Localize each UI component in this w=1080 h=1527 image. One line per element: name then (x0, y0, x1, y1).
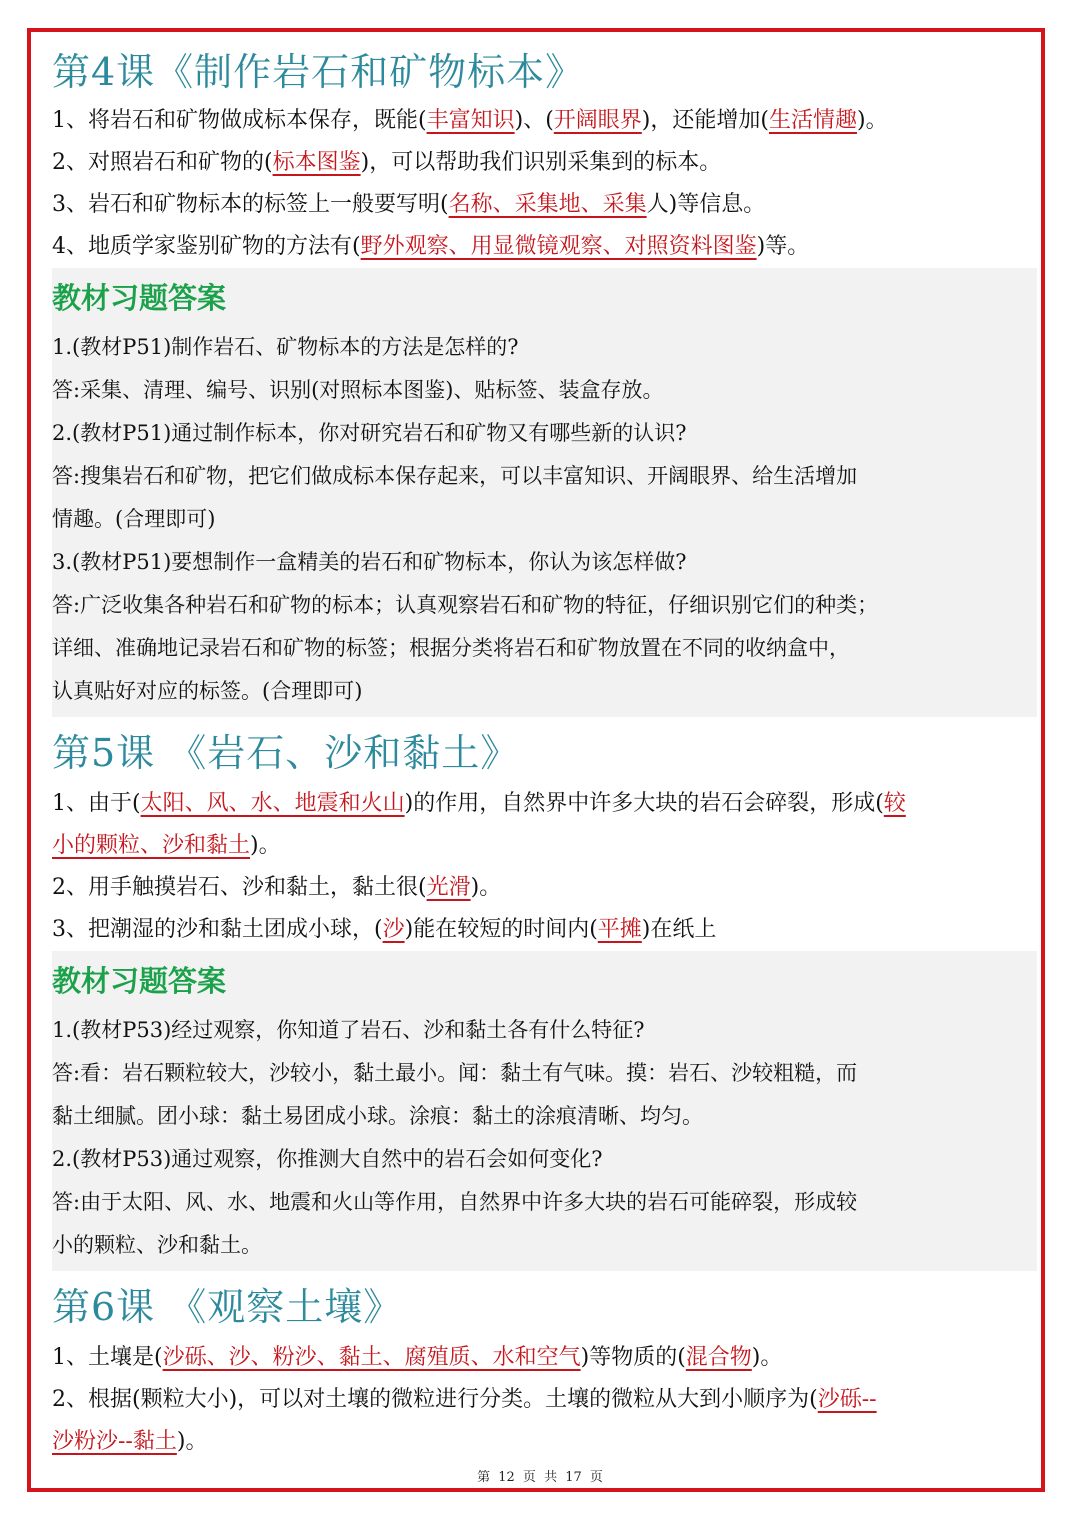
answer-text: 名称、采集地、采集 (448, 192, 647, 217)
point-line (52, 909, 1032, 951)
qa-line: 答:搜集岩石和矿物，把它们做成标本保存起来，可以丰富知识、开阔眼界、给生活增加 (52, 464, 858, 488)
qa-line: 1.(教材P51)制作岩石、矿物标本的方法是怎样的? (52, 335, 519, 359)
answer-text: 小的颗粒、沙和黏土 (52, 833, 251, 858)
point-text: 1、由于( (52, 791, 141, 816)
point-text: )。 (751, 1345, 783, 1370)
point-text: )在纸上 (641, 917, 717, 942)
answer-text: 生活情趣 (768, 108, 857, 133)
point-text: 4、地质学家鉴别矿物的方法有( (52, 234, 361, 259)
point-text: )、( (514, 108, 554, 133)
point-line (52, 1337, 1032, 1379)
point-text: )。 (856, 108, 888, 133)
answer-text: 沙砾、沙、粉沙、黏土、腐殖质、水和空气 (162, 1345, 581, 1370)
point-line (52, 783, 1032, 825)
point-text: 3、把潮湿的沙和黏土团成小球，( (52, 917, 383, 942)
qa-line: 答:由于太阳、风、水、地震和火山等作用，自然界中许多大块的岩石可能碎裂，形成较 (52, 1190, 858, 1214)
point-text: )。 (250, 833, 281, 858)
qa-line: 答:采集、清理、编号、识别(对照标本图鉴)、贴标签、装盒存放。 (52, 378, 664, 402)
point-text: )等。 (756, 234, 810, 259)
answer-text: 较 (883, 791, 906, 816)
qa-line: 1.(教材P53)经过观察，你知道了岩石、沙和黏土各有什么特征? (52, 1018, 645, 1042)
lesson-5-qa-box (52, 951, 1037, 1271)
point-text: 3、岩石和矿物标本的标签上一般要写明( (52, 192, 449, 217)
qa-line: 3.(教材P51)要想制作一盒精美的岩石和矿物标本，你认为该怎样做? (52, 550, 687, 574)
answer-text: 混合物 (685, 1345, 752, 1370)
lesson-4-title: 第4课《制作岩石和矿物标本》 (52, 50, 585, 94)
point-text: 2、根据(颗粒大小)，可以对土壤的微粒进行分类。土壤的微粒从大到小顺序为( (52, 1387, 818, 1412)
qa-title: 教材习题答案 (52, 964, 227, 998)
lesson-5-points (52, 783, 1032, 951)
point-text: 2、用手触摸岩石、沙和黏土，黏土很( (52, 875, 427, 900)
answer-text: 标本图鉴 (272, 150, 361, 175)
answer-text: 沙 (382, 917, 405, 942)
point-line (52, 142, 1032, 184)
point-text: )，还能增加( (641, 108, 769, 133)
qa-line: 2.(教材P51)通过制作标本，你对研究岩石和矿物又有哪些新的认识? (52, 421, 687, 445)
point-text: 1、土壤是( (52, 1345, 163, 1370)
answer-text: 平摊 (597, 917, 642, 942)
point-line (52, 1421, 1032, 1463)
point-line (52, 184, 1032, 226)
qa-line: 2.(教材P53)通过观察，你推测大自然中的岩石会如何变化? (52, 1147, 603, 1171)
point-text: )的作用，自然界中许多大块的岩石会碎裂，形成( (404, 791, 884, 816)
point-line (52, 100, 1032, 142)
point-text: 人)等信息。 (646, 192, 766, 217)
point-text: )。 (176, 1429, 208, 1454)
page-footer: 第 12 页 共 17 页 (477, 1470, 603, 1485)
qa-line: 答:广泛收集各种岩石和矿物的标本；认真观察岩石和矿物的特征，仔细识别它们的种类； (52, 593, 879, 617)
answer-text: 野外观察、用显微镜观察、对照资料图鉴 (360, 234, 757, 259)
point-text: )，可以帮助我们识别采集到的标本。 (360, 150, 722, 175)
lesson-6-points (52, 1337, 1032, 1463)
qa-line: 小的颗粒、沙和黏土。 (52, 1233, 262, 1257)
point-line (52, 825, 1032, 867)
point-line (52, 1379, 1032, 1421)
qa-line: 详细、准确地记录岩石和矿物的标签；根据分类将岩石和矿物放置在不同的收纳盒中， (52, 636, 850, 660)
qa-title: 教材习题答案 (52, 281, 227, 315)
lesson-4-points (52, 100, 1032, 268)
page-content (52, 42, 1032, 1463)
answer-text: 沙粉沙--黏土 (52, 1429, 177, 1454)
qa-line: 黏土细腻。团小球：黏土易团成小球。涂痕：黏土的涂痕清晰、均匀。 (52, 1104, 703, 1128)
lesson-6-title: 第6课 《观察土壤》 (52, 1285, 403, 1329)
answer-text: 开阔眼界 (553, 108, 642, 133)
answer-text: 光滑 (426, 875, 471, 900)
point-text: 2、对照岩石和矿物的( (52, 150, 273, 175)
answer-text: 丰富知识 (426, 108, 515, 133)
point-line (52, 867, 1032, 909)
answer-text: 太阳、风、水、地震和火山 (140, 791, 405, 816)
point-text: 1、将岩石和矿物做成标本保存，既能( (52, 108, 427, 133)
point-text: )等物质的( (580, 1345, 686, 1370)
qa-line: 情趣。(合理即可) (52, 507, 216, 531)
answer-text: 沙砾-- (817, 1387, 877, 1412)
point-text: )能在较短的时间内( (404, 917, 598, 942)
lesson-5-title: 第5课 《岩石、沙和黏土》 (52, 731, 520, 775)
lesson-4-qa-box (52, 268, 1037, 717)
qa-line: 答:看：岩石颗粒较大，沙较小，黏土最小。闻：黏土有气味。摸：岩石、沙较粗糙，而 (52, 1061, 858, 1085)
point-line (52, 226, 1032, 268)
point-text: )。 (470, 875, 502, 900)
qa-line: 认真贴好对应的标签。(合理即可) (52, 679, 363, 703)
